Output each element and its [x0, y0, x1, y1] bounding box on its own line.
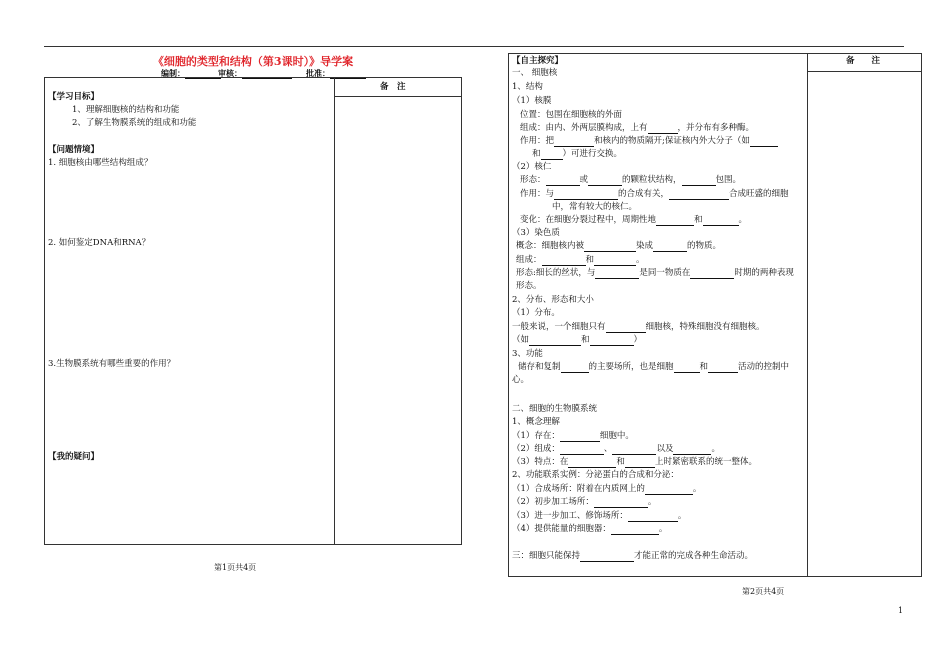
item-title: （3）染色质	[512, 228, 560, 238]
approver-field: 批准：	[306, 68, 366, 79]
subsection-title: 2、分布、形态和大小	[512, 295, 594, 305]
page1-remarks-rule	[334, 96, 462, 97]
item-title: （1）分布。	[512, 308, 560, 318]
text-line: （如 和 ）	[512, 335, 643, 345]
item-title: （1）核膜	[512, 96, 552, 106]
text-line: 变化：在细胞分裂过程中，周期性地 和 。	[520, 215, 748, 225]
page1-number: 第1页共4页	[214, 563, 257, 572]
text-line: 作用：与 的合成有关， 合成旺盛的细胞	[520, 189, 789, 199]
item-title: （2）核仁	[512, 162, 552, 172]
page-title: 《细胞的类型和结构（第3课时）》导学案	[152, 55, 354, 68]
text-line: 概念：细胞核内被 染成 的物质。	[516, 241, 722, 251]
text-line: 三：细胞只能保持 才能正常的完成各种生命活动。	[512, 551, 754, 561]
text-line: 形态： 或 的颗粒状结构， 包围。	[520, 175, 742, 185]
question-item: 1. 细胞核由哪些结构组成？	[48, 158, 153, 168]
text-line: 组成： 和 。	[516, 255, 645, 265]
text-line: （4）提供能量的细胞器： 。	[512, 524, 668, 534]
page1-remarks-divider	[334, 77, 335, 545]
goals-heading: 【学习目标】	[48, 92, 100, 102]
corner-page-number: 1	[898, 606, 904, 615]
page2-number: 第2页共4页	[742, 587, 785, 596]
top-rule	[44, 46, 904, 47]
subsection-title: 3、功能	[512, 349, 543, 359]
page2-remarks-rule	[807, 71, 922, 72]
text-line: （2）初步加工场所： 。	[512, 497, 657, 507]
question-item: 2. 如何鉴定DNA和RNA？	[48, 238, 151, 248]
reviewer-field: 审核：	[218, 68, 292, 79]
text-line: 作用：把 和核内的物质隔开;保证核内外大分子（如	[520, 136, 778, 147]
doubts-heading: 【我的疑问】	[48, 452, 100, 462]
text-line: （1）存在： 细胞中。	[512, 431, 634, 441]
text-line: 和 ）可进行交换。	[532, 149, 623, 159]
text-line: （2）组成： 、 以及 。	[512, 444, 720, 454]
subsection-title: 2、功能联系实例：分泌蛋白的合成和分泌：	[512, 470, 679, 480]
text-line: （1）合成场所：附着在内质网上的 。	[512, 484, 702, 494]
text-line: 形态:细长的丝状，与 是同一物质在 时期的两种表现	[516, 268, 794, 278]
text-line: 位置：包围在细胞核的外面	[520, 110, 623, 120]
page1-frame	[44, 77, 462, 545]
text-line: 心。	[512, 375, 530, 385]
subsection-title: 1、结构	[512, 82, 543, 92]
section-title: 一、 细胞核	[512, 68, 558, 78]
text-line: 中，常有较大的核仁。	[552, 202, 638, 212]
page1-remarks-label: 备 注	[380, 82, 406, 92]
page2-remarks-label: 备 注	[846, 56, 881, 66]
subsection-title: 1、概念理解	[512, 417, 560, 427]
text-line: 一般来说，一个细胞只有 细胞核，特殊细胞没有细胞核。	[512, 322, 765, 332]
questions-heading: 【问题情境】	[48, 145, 100, 155]
text-line: （3）特点：在 和 上时紧密联系的统一整体。	[512, 457, 757, 467]
text-line: 组成：由内、外两层膜构成，上有 ，并分布有多种酶。	[520, 123, 755, 133]
goal-item: 2、了解生物膜系统的组成和功能	[72, 118, 197, 128]
editor-field: 编制：	[161, 68, 221, 79]
goal-item: 1、理解细胞核的结构和功能	[72, 105, 180, 115]
section-title: 二、细胞的生物膜系统	[512, 404, 598, 414]
page2-remarks-divider	[807, 53, 808, 577]
explore-heading: 【自主探究】	[512, 56, 564, 66]
text-line: 形态。	[516, 281, 542, 291]
question-item: 3.生物膜系统有哪些重要的作用？	[48, 359, 176, 369]
text-line: （3）进一步加工、修饰场所： 。	[512, 511, 687, 521]
text-line: 储存和复制 的主要场所，也是细胞 和 活动的控制中	[518, 362, 790, 372]
